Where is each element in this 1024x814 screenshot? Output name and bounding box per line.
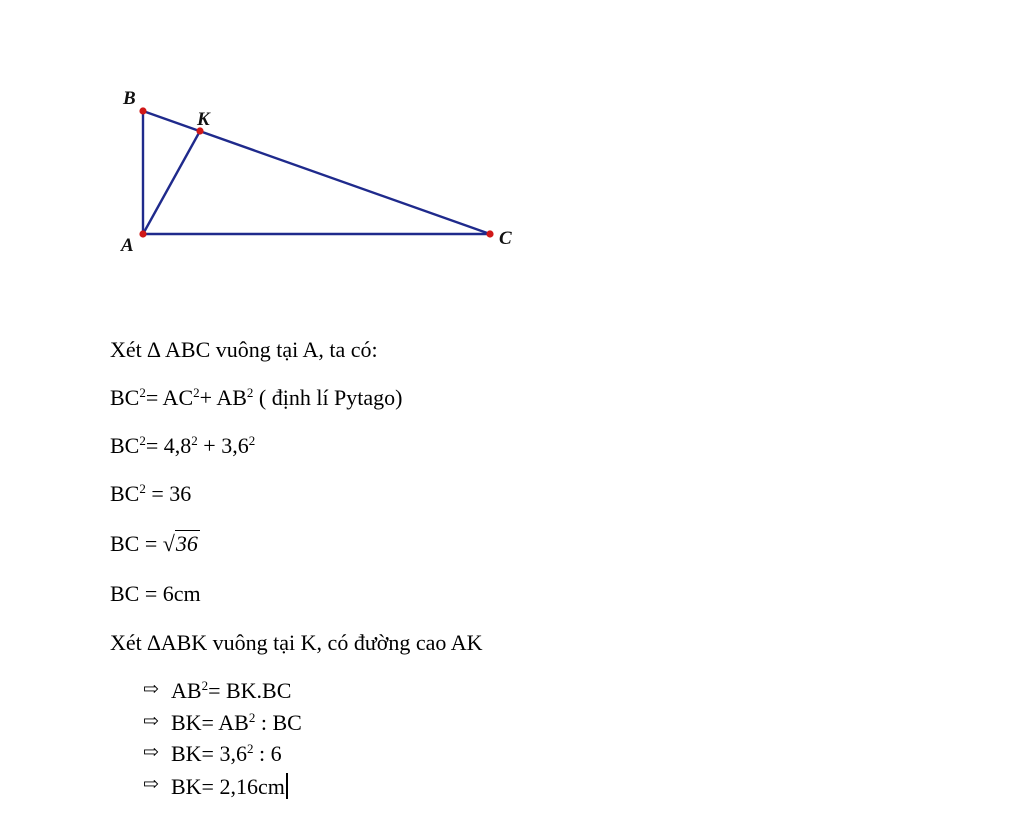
text-cursor[interactable] bbox=[286, 773, 288, 799]
square-root bbox=[163, 531, 200, 557]
text-segment: = 36 bbox=[145, 481, 192, 506]
list-item bbox=[171, 710, 302, 736]
text-segment: : BC bbox=[255, 710, 302, 735]
arrow-bullet-icon: ⇨ bbox=[143, 711, 159, 732]
line-text: Xét ∆ ABC vuông tại A, ta có: bbox=[110, 337, 378, 362]
arrow-bullet-icon: ⇨ bbox=[143, 679, 159, 700]
superscript: 2 bbox=[248, 710, 256, 725]
list-item bbox=[171, 741, 282, 767]
superscript: 2 bbox=[246, 385, 254, 400]
line-text: Xét ∆ABK vuông tại K, có đường cao AK bbox=[110, 630, 483, 655]
triangle-figure bbox=[0, 0, 1024, 290]
text-segment: BK= AB bbox=[171, 710, 249, 735]
line-bc-sqrt bbox=[110, 531, 200, 557]
text-segment: = BK.BC bbox=[208, 678, 292, 703]
superscript: 2 bbox=[139, 385, 146, 400]
label-b: B bbox=[123, 88, 136, 109]
text-segment: BC = bbox=[110, 531, 163, 556]
text-segment: AB bbox=[171, 678, 202, 703]
radical-sign: √ bbox=[162, 531, 175, 556]
text-segment: BK= 3,6 bbox=[171, 741, 247, 766]
superscript: 2 bbox=[201, 678, 209, 693]
triangle-edges bbox=[143, 111, 490, 234]
line-consider-abk bbox=[110, 630, 482, 656]
label-k: K bbox=[197, 109, 210, 130]
text-segment: + AB bbox=[199, 385, 247, 410]
superscript: 2 bbox=[139, 481, 146, 496]
superscript: 2 bbox=[191, 433, 198, 448]
arrow-bullet-icon: ⇨ bbox=[143, 742, 159, 763]
line-consider-abc bbox=[110, 337, 378, 363]
text-segment: BK= 2,16cm bbox=[171, 774, 285, 799]
point-a bbox=[139, 230, 146, 237]
text-segment: BC bbox=[110, 385, 140, 410]
line-pythagoras bbox=[110, 385, 403, 411]
label-a: A bbox=[121, 235, 134, 256]
text-segment: = 4,8 bbox=[145, 433, 192, 458]
superscript: 2 bbox=[248, 433, 256, 448]
text-segment: : 6 bbox=[253, 741, 282, 766]
point-c bbox=[486, 230, 493, 237]
text-segment: + 3,6 bbox=[197, 433, 249, 458]
superscript: 2 bbox=[193, 385, 200, 400]
line-text: BC = 6cm bbox=[110, 581, 201, 606]
line-bc-result bbox=[110, 581, 201, 607]
label-c: C bbox=[499, 228, 512, 249]
line-bc-squared bbox=[110, 481, 191, 507]
edge-bc bbox=[143, 111, 490, 234]
text-segment: = AC bbox=[145, 385, 194, 410]
superscript: 2 bbox=[139, 433, 146, 448]
superscript: 2 bbox=[246, 741, 254, 756]
edge-ak bbox=[143, 131, 200, 234]
text-segment: ( định lí Pytago) bbox=[253, 385, 403, 410]
point-b bbox=[139, 107, 146, 114]
text-segment: BC bbox=[110, 481, 140, 506]
list-item bbox=[171, 678, 291, 704]
arrow-bullet-icon: ⇨ bbox=[143, 774, 159, 795]
list-item bbox=[171, 773, 288, 800]
text-segment: BC bbox=[110, 433, 140, 458]
line-substitute bbox=[110, 433, 255, 459]
radicand: 36 bbox=[175, 531, 198, 556]
